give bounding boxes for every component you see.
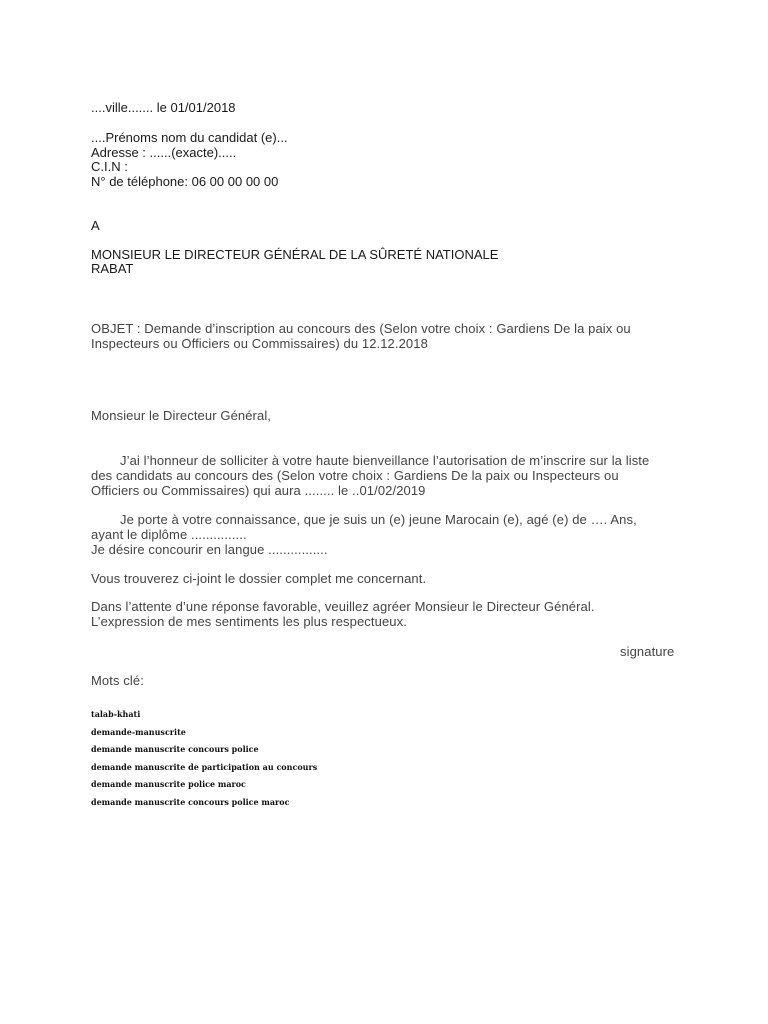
keywords-list bbox=[91, 706, 317, 812]
city-date: ....ville....... le 01/01/2018 bbox=[91, 100, 236, 115]
paragraph-3: Vous trouverez ci-joint le dossier complet me concernant. bbox=[91, 571, 427, 586]
salutation: Monsieur le Directeur Général, bbox=[91, 408, 272, 423]
paragraph-2-line-1: Je porte à votre connaissance, que je suis un (e) jeune Marocain (e), agé (e) de …. Ans, bbox=[120, 512, 637, 527]
keyword-item[interactable]: demande-manuscrite bbox=[91, 726, 186, 737]
phone: N° de téléphone: 06 00 00 00 00 bbox=[91, 174, 279, 189]
paragraph-1-line-1: J’ai l’honneur de solliciter à votre haute bienveillance l’autorisation de m’inscrire sur la liste bbox=[120, 453, 650, 468]
recipient-title: MONSIEUR LE DIRECTEUR GÉNÉRAL DE LA SÛRETÉ NATIONALE bbox=[91, 247, 499, 262]
paragraph-4-line-2: L’expression de mes sentiments les plus respectueux. bbox=[91, 614, 407, 629]
paragraph-4-line-1: Dans l’attente d’une réponse favorable, veuillez agréer Monsieur le Directeur Général. bbox=[91, 599, 595, 614]
candidate-name: ....Prénoms nom du candidat (e)... bbox=[91, 130, 288, 145]
keyword-item[interactable]: demande manuscrite de participation au concours bbox=[91, 761, 318, 772]
keywords-title: Mots clé: bbox=[91, 673, 144, 688]
paragraph-2-line-3: Je désire concourir en langue ................ bbox=[91, 542, 328, 557]
keyword-item[interactable]: demande manuscrite concours police maroc bbox=[91, 796, 290, 807]
keyword-item[interactable]: demande manuscrite police maroc bbox=[91, 779, 246, 790]
paragraph-1-line-3: Officiers ou Commissaires) qui aura ........ le ..01/02/2019 bbox=[91, 483, 426, 498]
paragraph-2-line-2: ayant le diplôme ............... bbox=[91, 527, 247, 542]
subject-line-1: OBJET : Demande d’inscription au concours des (Selon votre choix : Gardiens De la paix ou bbox=[91, 321, 631, 336]
recipient-to: A bbox=[91, 218, 100, 233]
cin: C.I.N : bbox=[91, 159, 128, 174]
address: Adresse : ......(exacte)..... bbox=[91, 145, 237, 160]
subject-line-2: Inspecteurs ou Officiers ou Commissaires) du 12.12.2018 bbox=[91, 336, 428, 351]
keyword-item[interactable]: talab-khati bbox=[91, 709, 141, 719]
recipient-city: RABAT bbox=[91, 261, 134, 276]
keyword-item[interactable]: demande manuscrite concours police bbox=[91, 744, 259, 755]
paragraph-1-line-2: des candidats au concours des (Selon votre choix : Gardiens De la paix ou Inspecteurs ou bbox=[91, 468, 619, 483]
signature: signature bbox=[620, 644, 675, 659]
